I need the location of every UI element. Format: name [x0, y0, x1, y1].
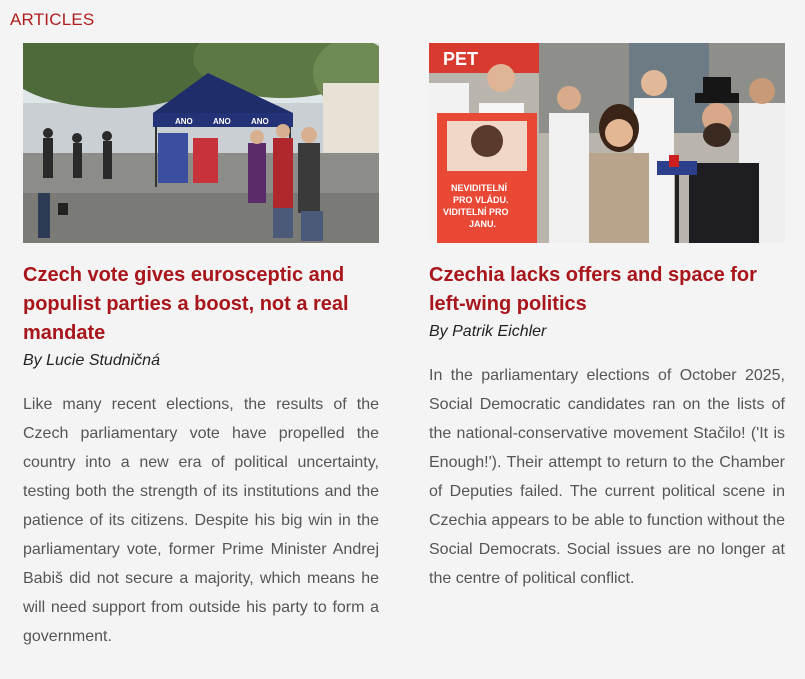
poster-text: JANU. [469, 219, 497, 229]
banner-text: PET [443, 49, 479, 69]
article-title[interactable]: Czechia lacks offers and space for left-wing politics [429, 264, 757, 315]
section-label: ARTICLES [10, 10, 95, 29]
campaign-tent-photo [23, 43, 379, 243]
tent-label: ANO [251, 117, 269, 126]
poster-text: PRO VLÁDU. [453, 195, 509, 205]
article-byline: By Patrik Eichler [429, 323, 547, 340]
tent-label: ANO [213, 117, 231, 126]
article-card [429, 43, 785, 593]
article-byline: By Lucie Studničná [23, 352, 160, 369]
press-event-photo [429, 43, 785, 243]
article-image[interactable] [23, 43, 379, 243]
tent-label: ANO [175, 117, 193, 126]
poster-text: VIDITELNÍ PRO [443, 207, 509, 217]
poster-text: NEVIDITELNÍ [451, 183, 508, 193]
article-summary: In the parliamentary elections of October 2025, Social Democratic candidates ran on the lists of the national-conservative movement Stačilo! ('It is Enough!'). Their attempt to return to the Chamber of Deputies failed. The current political scene in Czechia appears to be able to function without the Social Democrats. Social issues are no longer at the centre of political conflict. [429, 367, 785, 587]
article-summary: Like many recent elections, the results of the Czech parliamentary vote have propelled the country into a new era of political uncertainty, testing both the strength of its institutions and the patience of its citizens. Despite his big win in the parliamentary vote, former Prime Minister Andrej Babiš did not secure a majority, which means he will need support from outside his party to form a government. [23, 396, 379, 645]
article-card [23, 43, 379, 651]
article-title[interactable]: Czech vote gives eurosceptic and populist parties a boost, not a real mandate [23, 264, 349, 344]
article-image[interactable] [429, 43, 785, 243]
